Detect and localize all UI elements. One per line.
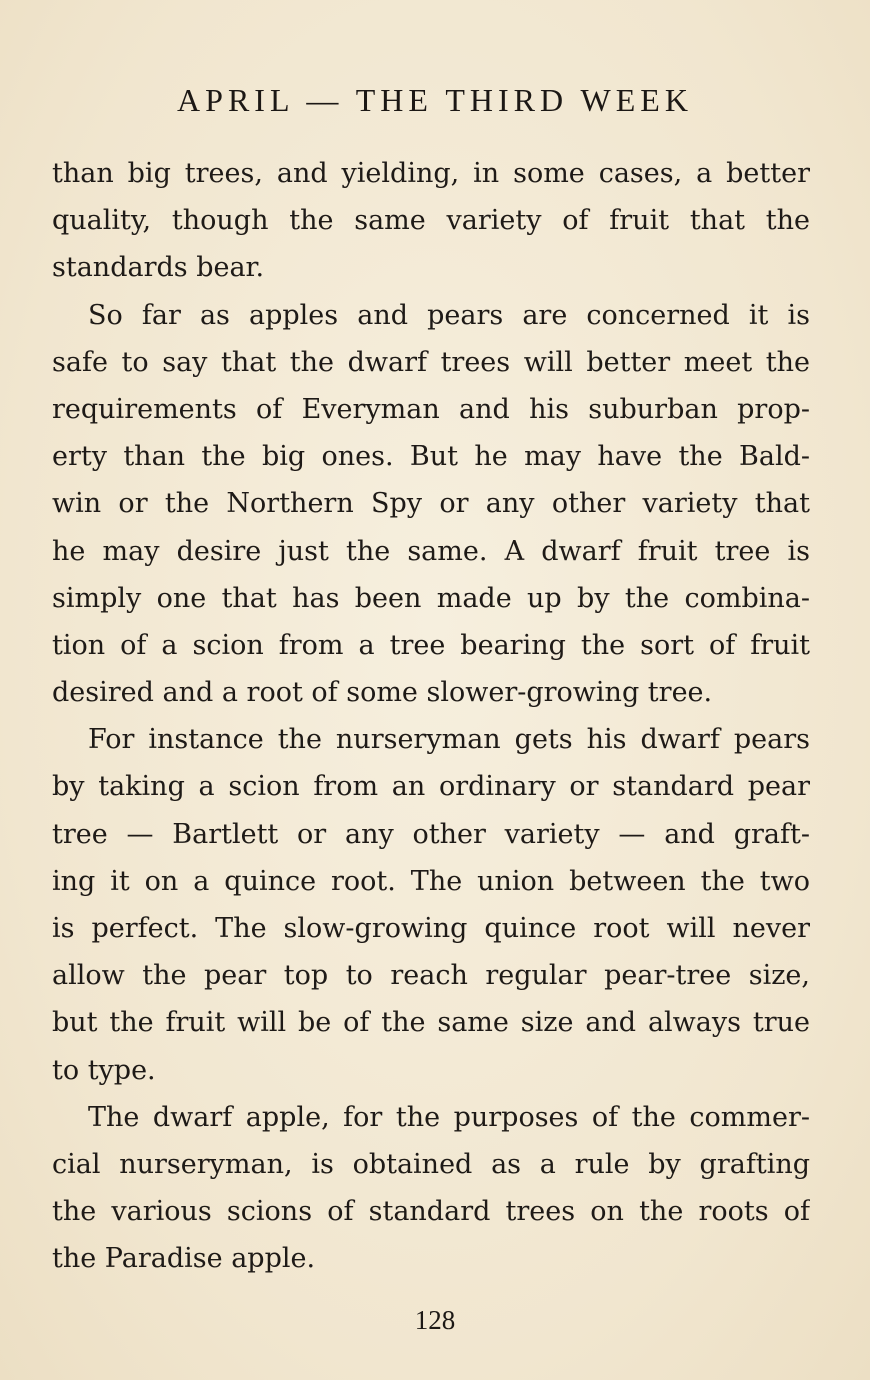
text-line: than big trees, and yielding, in some cases, a better: [52, 158, 810, 189]
text-line: the various scions of standard trees on the roots of: [52, 1196, 810, 1228]
text-line: is perfect. The slow-growing quince root will never: [52, 913, 810, 944]
text-line: he may desire just the same. A dwarf fruit tree is: [52, 535, 810, 567]
text-line: cial nurseryman, is obtained as a rule by grafting: [52, 1148, 810, 1180]
text-line: win or the Northern Spy or any other variety that: [52, 488, 810, 520]
text-line: tion of a scion from a tree bearing the sort of fruit: [52, 629, 810, 661]
text-line: the Paradise apple.: [52, 1243, 316, 1275]
paragraph-first-line: The dwarf apple, for the purposes of the commer-: [88, 1101, 810, 1133]
text-line: allow the pear top to reach regular pear-tree size,: [52, 960, 810, 992]
text-line: safe to say that the dwarf trees will better meet the: [52, 346, 810, 378]
text-line: ing it on a quince root. The union between the two: [52, 865, 810, 897]
text-line: requirements of Everyman and his suburban prop-: [52, 393, 810, 425]
text-line: to type.: [52, 1054, 156, 1086]
running-head: APRIL — THE THIRD WEEK: [177, 82, 693, 118]
text-line: by taking a scion from an ordinary or standard pear: [52, 771, 810, 803]
text-line: erty than the big ones. But he may have the Bald-: [52, 441, 810, 473]
text-line: but the fruit will be of the same size and always true: [52, 1007, 810, 1039]
text-line: standards bear.: [52, 252, 265, 284]
text-line: tree — Bartlett or any other variety — and graft-: [52, 818, 810, 850]
text-line: desired and a root of some slower-growing tree.: [52, 677, 713, 709]
body-text: [52, 150, 810, 1283]
text-line: quality, though the same variety of fruit that the: [52, 205, 810, 237]
text-line: simply one that has been made up by the combina-: [52, 582, 810, 614]
paragraph-first-line: So far as apples and pears are concerned it is: [88, 299, 810, 331]
page-number: 128: [414, 1305, 456, 1335]
paragraph-first-line: For instance the nurseryman gets his dwarf pears: [88, 724, 810, 756]
